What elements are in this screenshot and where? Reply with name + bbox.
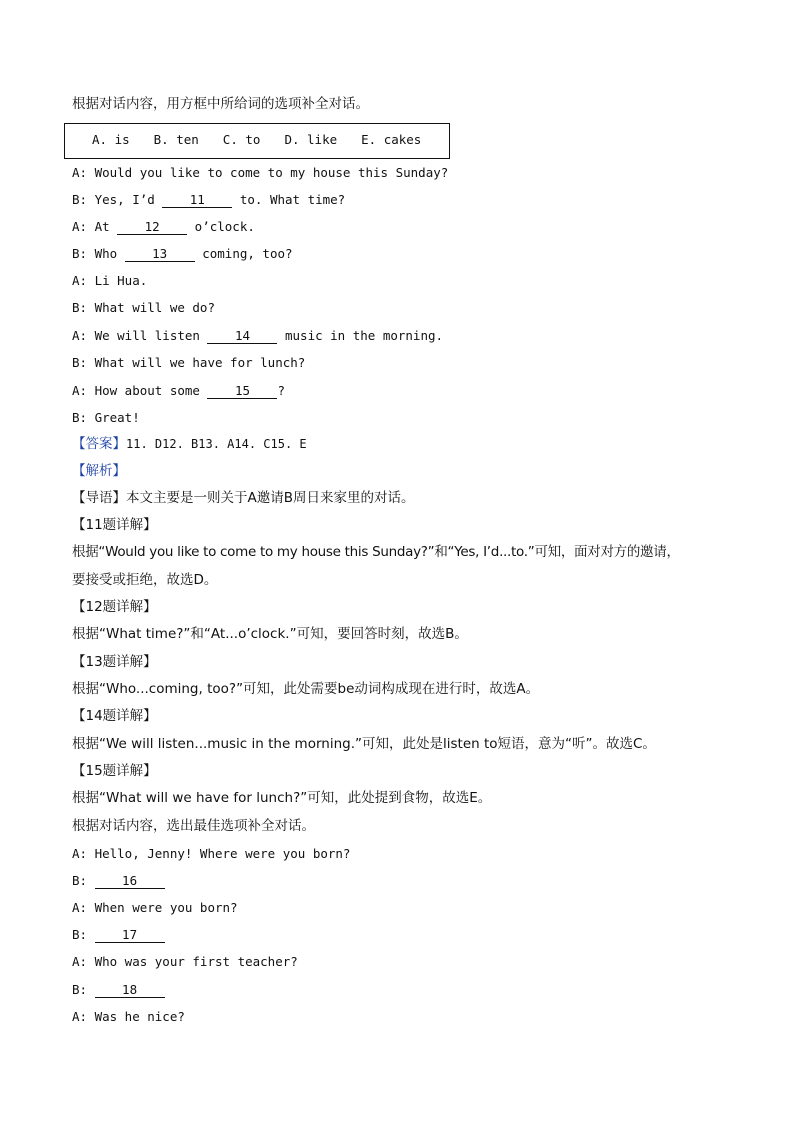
dialogue-line: B: 18 xyxy=(72,982,165,998)
explanation-head-14: 【14题详解】 xyxy=(72,708,157,724)
guide-text: 本文主要是一则关于A邀请B周日来家里的对话。 xyxy=(126,490,415,506)
dialogue-line: A: When were you born? xyxy=(72,900,238,915)
option-a: A. is xyxy=(92,132,130,147)
dialogue-line: B: Who 13 coming, too? xyxy=(72,246,293,261)
dialogue-line: A: We will listen 14 music in the morning. xyxy=(72,328,444,343)
blank-14[interactable]: 14 xyxy=(207,329,277,344)
explanation-head-15: 【15题详解】 xyxy=(72,763,157,779)
options-list xyxy=(92,132,445,147)
guide-line xyxy=(72,490,415,506)
explanation-head-11: 【11题详解】 xyxy=(72,517,157,533)
dialogue-line: B: What will we have for lunch? xyxy=(72,355,306,370)
blank-16[interactable]: 16 xyxy=(95,874,165,889)
section1-instruction: 根据对话内容，用方框中所给词的选项补全对话。 xyxy=(72,96,369,112)
explanation-text: 根据“Who...coming, too?”可知，此处需要be动词构成现在进行时，故选A。 xyxy=(72,681,540,697)
dialogue-line: A: Hello, Jenny! Where were you born? xyxy=(72,846,351,861)
blank-18[interactable]: 18 xyxy=(95,983,165,998)
blank-13[interactable]: 13 xyxy=(125,247,195,262)
dialogue-line: B: What will we do? xyxy=(72,300,215,315)
blank-11[interactable]: 11 xyxy=(162,193,232,208)
explanation-text: 根据“What will we have for lunch?”可知，此处提到食物，故选E。 xyxy=(72,790,492,806)
explanation-text: 要接受或拒绝，故选D。 xyxy=(72,572,218,588)
dialogue-line: A: Was he nice? xyxy=(72,1009,185,1024)
dialogue-line: A: At 12 o’clock. xyxy=(72,219,255,234)
dialogue-line: A: Li Hua. xyxy=(72,273,148,288)
explanation-text: 根据“We will listen...music in the morning.”可知，此处是listen to短语，意为“听”。故选C。 xyxy=(72,736,656,752)
dialogue-line: A: How about some 15 ? xyxy=(72,383,285,398)
blank-12[interactable]: 12 xyxy=(117,220,187,235)
answer-text: 11. D12. B13. A14. C15. E xyxy=(126,437,307,451)
option-d: D. like xyxy=(284,132,338,147)
blank-17[interactable]: 17 xyxy=(95,928,165,943)
option-e: E. cakes xyxy=(361,132,422,147)
dialogue-line: B: Great! xyxy=(72,410,140,425)
answer-label: 【答案】 xyxy=(72,436,126,452)
blank-15[interactable]: 15 xyxy=(207,384,277,399)
section2-instruction: 根据对话内容，选出最佳选项补全对话。 xyxy=(72,818,315,834)
explanation-head-13: 【13题详解】 xyxy=(72,654,157,670)
option-c: C. to xyxy=(222,132,261,147)
guide-label: 【导语】 xyxy=(72,490,126,506)
dialogue-line: B: 16 xyxy=(72,873,165,889)
dialogue-line: A: Who was your first teacher? xyxy=(72,954,298,969)
dialogue-line: A: Would you like to come to my house this Sunday? xyxy=(72,165,449,180)
dialogue-line: B: 17 xyxy=(72,927,165,943)
explanation-head-12: 【12题详解】 xyxy=(72,599,157,615)
explanation-text: 根据“What time?”和“At...o’clock.”可知，要回答时刻，故选B。 xyxy=(72,626,468,642)
explanation-text: 根据“Would you like to come to my house this Sunday?”和“Yes, I’d...to.”可知，面对对方的邀请， xyxy=(72,544,680,560)
option-b: B. ten xyxy=(153,132,199,147)
answer-line xyxy=(72,436,307,452)
analysis-label: 【解析】 xyxy=(72,463,126,479)
dialogue-line: B: Yes, I’d 11 to. What time? xyxy=(72,192,346,207)
